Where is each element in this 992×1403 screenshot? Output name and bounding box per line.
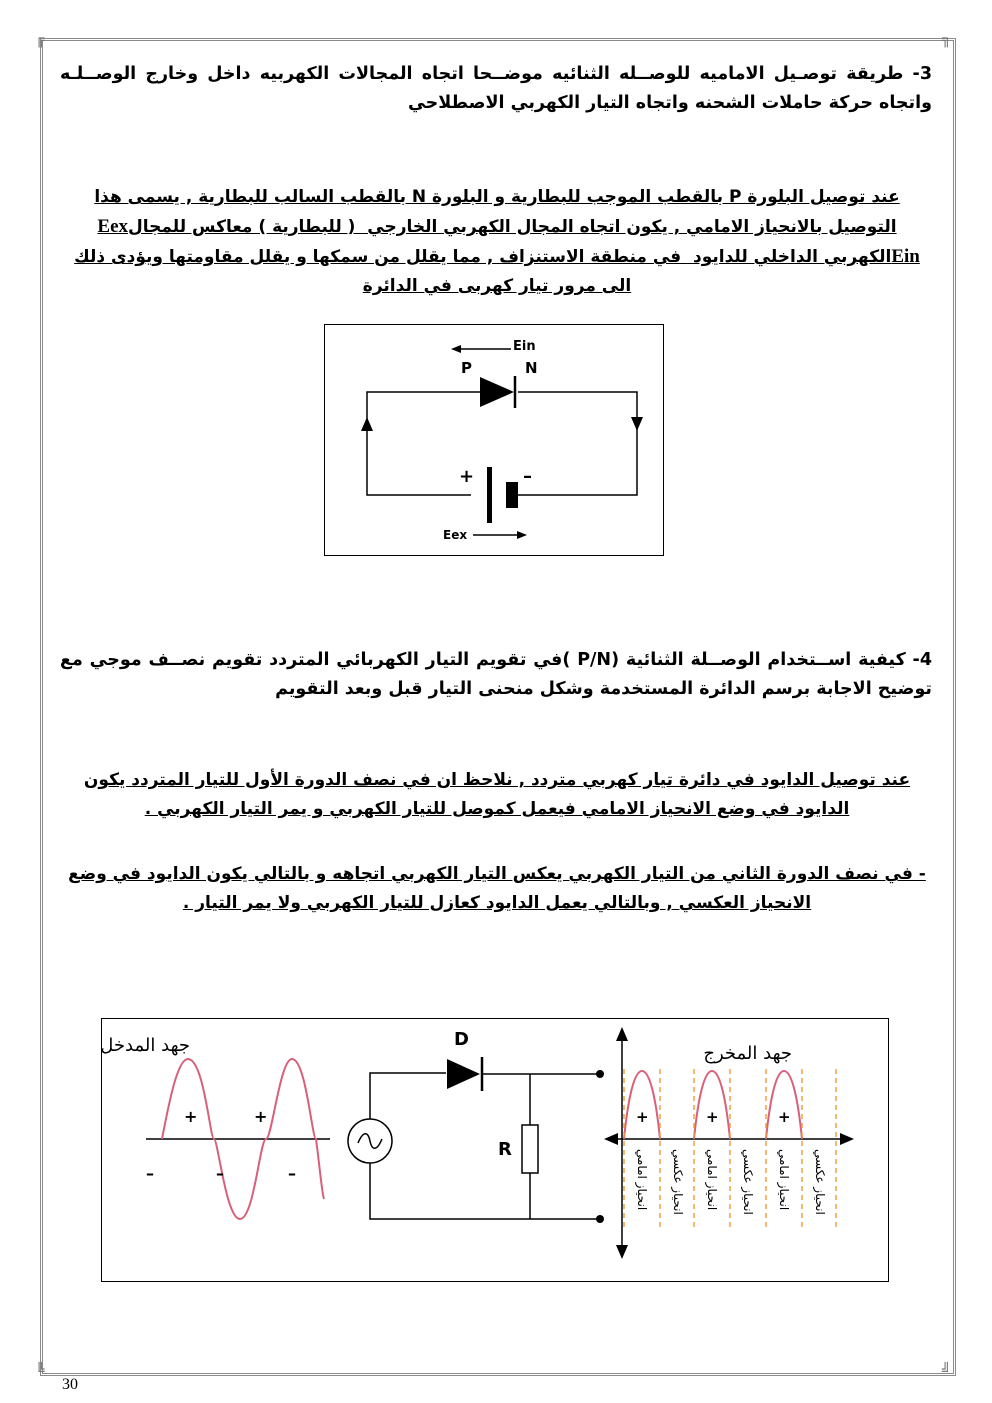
output-x-arrow [840,1133,854,1145]
diode-label: D [454,1029,469,1050]
wire-right [516,392,637,495]
reverse-bias-label-1: انحياز عكسي [671,1149,685,1215]
wire-top-left [370,1073,446,1119]
battery-positive-plate [487,467,492,523]
border-corner: ╝ [942,1363,951,1379]
current-arrow-down [631,417,643,431]
input-minus-1: – [146,1164,154,1183]
period-markers [624,1069,836,1229]
border-corner: ╚ [36,1363,45,1379]
eex-term: Eex [97,216,129,237]
eex-arrowhead [517,531,527,539]
output-plus-1: + [636,1108,649,1126]
ein-arrowhead [451,345,461,353]
input-minus-3: – [288,1164,296,1183]
input-plus-2: + [254,1107,268,1126]
output-x-arrow-left [604,1133,618,1145]
answer-3: عند توصيل البلورة P بالقطب الموجب للبطارية و البلورة N بالقطب السالب للبطارية , يسمى هذا التوصيل بالانحياز الامامي , يكون اتجاه المجال الكهربي الخارجي Eex ( للبطارية ) معاكس للمجال الكهربي الداخلي للدايود Ein في منطقة الاستنزاف , مما يقلل من سمكها و يقلل مقاومتها ويؤدى ذلك الى مرور تيار كهربى في الدائرة [74,187,920,296]
question-3: 3- طريقة توصـيل الاماميه للوصــله الثنائيه موضــحا اتجاه المجالات الكهربيه داخل وخارج الوصــلـه واتجاه حركة حاملات الشحنه واتجاه التيار الكهربي الاصطلاحي [60,64,932,113]
input-voltage-label: جهد المدخل [102,1035,190,1056]
output-half-wave-2 [694,1071,730,1139]
reverse-bias-label-2: انحياز عكسي [741,1149,755,1215]
battery-negative-plate [506,482,518,508]
forward-bias-figure [324,324,664,556]
ac-source-symbol [358,1134,382,1149]
p-label: P [461,359,472,377]
eex-label: Eex [443,528,468,542]
reverse-bias-label-3: انحياز عكسي [813,1149,827,1215]
forward-bias-label-2: انحياز امامي [705,1149,719,1211]
ein-label: Ein [513,339,536,354]
question-4: 4- كيفية اســتخدام الوصــلة الثنائية (P/N )في تقويم التيار الكهربائي المتردد تقويم نصــف موجي مع توضيح الاجابة برسم الدائرة المستخدمة وشكل منحنى التيار قبل وبعد التقويم [60,650,933,699]
answer-4-paragraph-1: عند توصيل الدايود في دائرة تيار كهربي متردد , نلاحظ ان في نصف الدورة الأول للتيار المتردد يكون الدايود في وضع الانحياز الامامي فيعمل كموصل للتيار الكهربي و يمر التيار الكهربي . [83,770,911,819]
battery-plus: + [459,466,475,487]
output-plus-2: + [706,1108,719,1126]
output-terminal-top [596,1070,604,1078]
forward-bias-label-3: انحياز امامي [777,1149,791,1211]
ein-term: Ein [891,246,920,267]
diode-symbol [480,377,514,407]
wire-bottom [370,1163,600,1219]
output-voltage-label: جهد المخرج [703,1043,792,1064]
border-corner: ╗ [942,32,951,48]
output-terminal-bottom [596,1215,604,1223]
page-number: 30 [62,1376,78,1393]
output-y-arrow-down [616,1245,628,1259]
input-plus-1: + [184,1107,198,1126]
forward-bias-label-1: انحياز امامي [635,1149,649,1211]
answer-4-paragraph-2: - في نصف الدورة الثاني من التيار الكهربي يعكس التيار الكهربي اتجاهه و بالتالي يكون الدايود في وضع الانحياز العكسي , وبالتالي يعمل الدايود كعازل للتيار الكهربي ولا يمر التيار . [68,864,926,913]
output-half-wave-3 [766,1071,802,1139]
output-half-wave-1 [624,1071,660,1139]
diode-symbol [447,1059,480,1089]
input-minus-2: – [216,1164,224,1183]
resistor-label: R [498,1139,512,1160]
border-corner: ╔ [36,32,45,48]
current-arrow-up [361,417,373,431]
half-wave-rectifier-figure [101,1018,889,1282]
battery-minus: – [523,466,532,487]
output-y-arrow [616,1027,628,1041]
n-label: N [525,359,538,377]
output-plus-3: + [778,1108,791,1126]
resistor [522,1125,538,1173]
